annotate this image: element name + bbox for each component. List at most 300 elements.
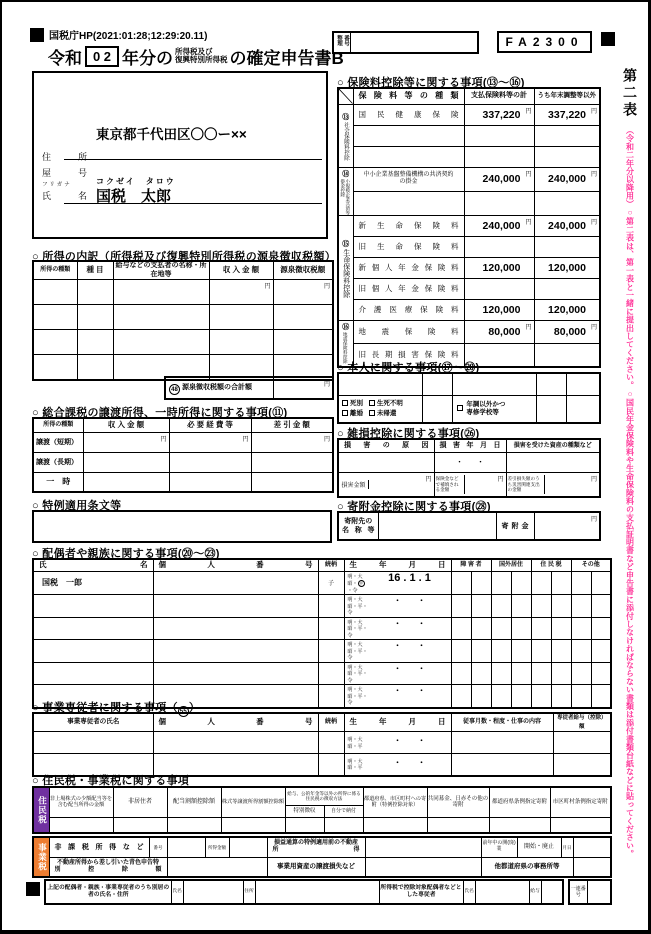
sheet-label: 第二表 [622, 68, 638, 119]
empty-cell [464, 191, 534, 215]
empty-cell [511, 617, 531, 640]
empty-cell [167, 857, 267, 877]
donation-amount-label: 寄附金 [496, 512, 534, 540]
col-income-type: 所得の種類 [33, 261, 77, 280]
yen-mark: 円 [497, 476, 504, 483]
insurance-other-cell: 120,000 [534, 299, 600, 320]
insurance-compensation-cell [434, 472, 506, 497]
empty-cell [318, 617, 344, 640]
title-year-box: 0 2 [85, 46, 119, 67]
empty-cell [153, 617, 318, 640]
donation-payee-field [378, 512, 496, 540]
col-payer: 給与などの支払者の名称・所在地等 [113, 261, 209, 280]
resident-business-tax-title: ○ 住民税・事業税に関する事項 [32, 775, 190, 787]
yen-mark: 円 [590, 517, 597, 523]
yen-mark: 円 [525, 219, 532, 226]
insurance-type-cell: 新個人年金保険料 [353, 257, 464, 278]
empty-cell [285, 817, 324, 833]
empty-cell [451, 640, 471, 663]
empty-cell [83, 472, 169, 492]
empty-cell [471, 640, 491, 663]
empty-cell [591, 662, 611, 685]
empty-cell [33, 280, 77, 305]
col-collection-method: 給与、公的年金等以外の所得に係る住民税の徴収方法 [285, 787, 363, 805]
yen-mark: 円 [590, 219, 597, 226]
empty-cell [209, 330, 273, 355]
registration-mark-top-left [30, 28, 44, 42]
col-employee-number: 個 人 番 号 [153, 713, 318, 732]
reference-number-field [350, 33, 477, 52]
empty-cell [167, 817, 221, 833]
side-note: （令和二年分以降用）○第二表は、第一表と一緒に提出してください。○国民年金保険料や生命保険料の支払証明書など申告書に添付しなければならない書類は添付書類台紙などに貼ってください。 [625, 126, 635, 858]
empty-cell [167, 837, 205, 857]
kana-label: フリガナ [42, 182, 72, 188]
empty-cell [551, 617, 571, 640]
empty-cell [451, 754, 553, 776]
birth-date-value: 16 . 1 . 1 [388, 571, 431, 584]
empty-cell [427, 817, 489, 833]
col-employee-name: 事業専従者の氏名 [33, 713, 153, 732]
col-non-resident: 非居住者 [113, 787, 167, 817]
empty-cell [113, 280, 209, 305]
era-marks: 明・大 昭・平・令 [347, 597, 368, 616]
empty-cell [209, 280, 273, 305]
empty-cell [251, 432, 333, 452]
empty-cell [475, 880, 529, 904]
empty-cell [229, 837, 267, 857]
reference-number-box [332, 31, 479, 54]
disaster-expense-label: 差引損失額のうち災害関連支出の金額 [507, 475, 545, 494]
empty-cell [531, 662, 551, 685]
empty-cell [531, 595, 551, 618]
yen-mark: 円 [590, 108, 597, 115]
empty-cell [49, 817, 113, 833]
number-label: 番号 [149, 837, 167, 857]
empty-cell [464, 236, 534, 257]
col-insurance-type: 保険料等の種類 [353, 88, 464, 104]
yen-mark: 円 [323, 284, 330, 290]
col-muni-ordinance-donation: 市区町村条例指定寄附 [550, 787, 611, 817]
yen-mark: 円 [323, 382, 330, 388]
empty-cell [551, 595, 571, 618]
col-family-relation: 続柄 [318, 559, 344, 571]
empty-cell [534, 191, 600, 215]
insurance-other-cell: 240,000 円 [534, 167, 600, 191]
col-family-name: 氏 名 [33, 559, 153, 571]
col-family-birth: 生 年 月 日 [344, 559, 451, 571]
business-tax-label: 事業税 [33, 837, 49, 877]
col-loss-asset: 損害を受けた資産の種類など [506, 439, 600, 452]
col-special-collection: 特別徴収 [285, 805, 324, 817]
empty-cell [33, 662, 153, 685]
empty-cell [33, 732, 153, 754]
family-title: ○ 配偶者や親族に関する事項(⑳～㉓) [32, 548, 220, 560]
empty-cell [534, 125, 600, 146]
col-dividend-credit: 配当割額控除額 [167, 787, 221, 817]
empty-cell [591, 617, 611, 640]
casualty-table [337, 438, 601, 498]
empty-cell [550, 817, 611, 833]
employee-birth-cell: 明・大 昭・平 ・ ・ [344, 732, 451, 754]
empty-cell [471, 662, 491, 685]
group-life-insurance: ⑮ 生命保険料控除 [338, 215, 353, 320]
empty-cell [571, 595, 591, 618]
empty-cell [511, 685, 531, 708]
empty-cell [273, 280, 333, 305]
empty-cell [571, 571, 591, 595]
name-value: 国税 太郎 [96, 188, 172, 205]
empty-cell [353, 125, 464, 146]
reference-number-label: 整理番号 [336, 35, 349, 46]
insurance-table [337, 87, 601, 368]
empty-cell [113, 305, 209, 330]
empty-cell [83, 452, 169, 472]
donation-payee-label: 寄附先の名称等 [338, 512, 378, 540]
start-stop-label: 開始・廃止 [517, 837, 561, 857]
name-label: 氏 名 [42, 191, 97, 201]
era-marks: 明・大 昭・平 [347, 737, 363, 750]
title-tax-kind [175, 48, 228, 64]
col-gain-income: 収 入 金 額 [83, 418, 169, 432]
empty-cell [365, 857, 481, 877]
empty-cell [33, 305, 77, 330]
empty-cell [551, 662, 571, 685]
empty-cell [571, 685, 591, 708]
empty-cell [422, 373, 452, 395]
special-provision-title: ○ 特例適用条文等 [32, 500, 122, 512]
era-marks: 明・大 昭・平・令 [347, 687, 368, 706]
address-label: 住 所 [42, 152, 97, 162]
name2-mini-label: 氏名 [463, 880, 475, 904]
col-gain-expense: 必 要 経 費 等 [169, 418, 251, 432]
withholding-total-field [273, 377, 333, 399]
col-pref-ordinance-donation: 都道府県条例指定寄附 [489, 787, 550, 817]
empty-cell [551, 640, 571, 663]
corner-diagonal [338, 88, 353, 104]
insurance-paid-cell: 337,220 円 [464, 104, 534, 125]
empty-cell [534, 146, 600, 167]
side-margin [614, 68, 646, 916]
form-title [48, 44, 344, 68]
family-birth-cell [344, 571, 451, 595]
serial-number-field [587, 880, 611, 904]
empty-cell [353, 191, 464, 215]
empty-cell [591, 640, 611, 663]
empty-cell [571, 617, 591, 640]
insurance-title: ○ 保険料控除等に関する事項(⑬～⑯) [337, 77, 525, 89]
empty-cell [464, 125, 534, 146]
registration-mark-top-right [601, 32, 615, 46]
empty-cell [511, 595, 531, 618]
employee-table [32, 712, 612, 777]
widow-checkboxes: 死別 生死不明 離婚 未帰還 [338, 395, 422, 423]
empty-cell [541, 880, 563, 904]
col-employee-relation: 続柄 [318, 713, 344, 732]
empty-cell [77, 355, 113, 380]
empty-cell [491, 662, 511, 685]
empty-cell [491, 640, 511, 663]
empty-cell [338, 373, 422, 395]
empty-cell [531, 685, 551, 708]
col-employee-work: 従事月数・程度・仕事の内容 [451, 713, 553, 732]
withholding-total-label: 48 源泉徴収税額の合計額 [165, 377, 273, 399]
col-gain-net: 差 引 金 額 [251, 418, 333, 432]
empty-cell [273, 330, 333, 355]
empty-cell [169, 452, 251, 472]
empty-cell [318, 685, 344, 708]
insurance-paid-cell: 240,000 円 [464, 167, 534, 191]
blue-return-deduction-label: 不動産所得から差し引いた青色申告特別控除額 [49, 857, 167, 877]
empty-cell [169, 432, 251, 452]
capital-gains-table [32, 417, 334, 493]
empty-cell [77, 330, 113, 355]
registration-mark-bottom-left [26, 882, 40, 896]
family-table [32, 558, 612, 709]
empty-cell [571, 662, 591, 685]
empty-cell [153, 595, 318, 618]
col-withheld: 源泉徴収税額 [273, 261, 333, 280]
loss-amount-cell [338, 472, 434, 497]
col-loss-date: 損害年月日 [434, 439, 506, 452]
insurance-paid-cell: 240,000 円 [464, 215, 534, 236]
empty-cell [169, 472, 251, 492]
empty-cell [33, 595, 153, 618]
insurance-other-cell: 337,220 円 [534, 104, 600, 125]
insurance-type-cell: 地震保険料 [353, 320, 464, 343]
empty-cell [566, 373, 600, 395]
empty-cell [451, 571, 471, 595]
era-marks: 明・大 昭・平・令 [347, 664, 368, 684]
salary-mini-label: 給与 [529, 880, 541, 904]
empty-cell [363, 817, 427, 833]
address-underline [64, 159, 322, 160]
capital-gains-title: ○ 総合課税の譲渡所得、一時所得に関する事項(⑪) [32, 407, 288, 419]
col-employee-salary: 専従者給与（控除）額 [553, 713, 611, 732]
empty-cell [365, 837, 481, 857]
empty-cell [511, 640, 531, 663]
identity-box [32, 71, 328, 239]
col-loss-cause: 損害の原因 [338, 439, 434, 452]
empty-cell [353, 146, 464, 167]
empty-cell [573, 837, 611, 857]
checkbox-working-student[interactable] [457, 405, 463, 411]
col-insurance-paid: 支払保険料等の計 [464, 88, 534, 104]
col-self-payment: 自分で納付 [324, 805, 363, 817]
non-taxable-income-label: 非課税所得など [49, 837, 149, 857]
employee-birth-cell: 明・大 昭・平 ・ ・ [344, 754, 451, 776]
empty-cell [451, 685, 471, 708]
group-earthquake-insurance: ⑯ 地震保険料控除 [338, 320, 353, 367]
empty-cell [511, 662, 531, 685]
empty-cell [471, 617, 491, 640]
yen-mark: 円 [264, 284, 271, 290]
resident-tax-table [32, 786, 612, 834]
empty-cell [422, 395, 452, 423]
serial-number-label: 一連番号 [569, 880, 587, 904]
col-gain-type: 所得の種類 [33, 418, 83, 432]
row-label-transfer-long: 譲渡（長期） [33, 452, 83, 472]
title-suffix: の確定申告書B [229, 48, 344, 68]
income-amount-label: 所得金額 [205, 837, 229, 857]
yen-mark: 円 [590, 171, 597, 178]
withholding-total [164, 376, 334, 400]
empty-cell [553, 732, 611, 754]
empty-cell [318, 640, 344, 663]
empty-cell [471, 571, 491, 595]
empty-cell [33, 355, 77, 380]
open-close-label: 前年中の開(廃)業 [481, 837, 517, 857]
serial-number-box [568, 879, 612, 905]
era-marks: 明・大 昭・平・令 [347, 619, 368, 639]
empty-cell [255, 880, 379, 904]
yen-mark: 円 [590, 476, 597, 483]
empty-cell [531, 640, 551, 663]
empty-cell [534, 343, 600, 366]
family-birth-cell: 明・大 昭・平・令 ・ ・ [344, 640, 451, 663]
resident-tax-label: 住民税 [33, 787, 49, 833]
empty-cell [318, 662, 344, 685]
address-mini-label: 住所 [243, 880, 255, 904]
yen-mark: 円 [242, 436, 249, 443]
yen-mark: 円 [590, 324, 597, 331]
row-label-transfer-short: 譲渡（短期） [33, 432, 83, 452]
empty-cell [318, 595, 344, 618]
empty-cell [113, 817, 167, 833]
item-number-55: 55 [178, 706, 189, 717]
donation-table [337, 511, 601, 541]
employee-title: ○ 事業専従者に関する事項（ 55 ） [32, 702, 201, 715]
empty-cell [464, 146, 534, 167]
empty-cell [33, 330, 77, 355]
yen-mark: 円 [425, 476, 432, 483]
checkbox-bereaved[interactable] [342, 400, 348, 406]
empty-cell [251, 452, 333, 472]
insurance-type-cell: 旧個人年金保険料 [353, 278, 464, 299]
empty-cell [153, 662, 318, 685]
empty-cell [491, 617, 511, 640]
empty-cell [591, 571, 611, 595]
empty-cell [491, 685, 511, 708]
donation-amount-field [534, 512, 600, 540]
empty-cell [489, 817, 550, 833]
empty-cell [318, 732, 344, 754]
col-community-chest: 共同募金、日赤その他の寄附 [427, 787, 489, 817]
business-tax-table [32, 836, 612, 878]
name-underline [64, 203, 322, 204]
special-provision-field [32, 510, 332, 543]
empty-cell [33, 640, 153, 663]
insurance-other-cell: 80,000 円 [534, 320, 600, 343]
row-label-occasional: 一 時 [33, 472, 83, 492]
insurance-other-cell: 240,000 円 [534, 215, 600, 236]
empty-cell [318, 754, 344, 776]
col-stock-transfer-credit: 株式等譲渡所得割額控除額 [221, 787, 285, 817]
empty-cell [273, 305, 333, 330]
spouse-employee-label: 所得税で控除対象配偶者などとした専従者 [379, 880, 463, 904]
empty-cell [531, 617, 551, 640]
empty-cell [553, 754, 611, 776]
insurance-paid-cell: 120,000 [464, 299, 534, 320]
income-breakdown-table [32, 260, 334, 381]
col-family-disability: 障 害 者 [451, 559, 491, 571]
col-family-number: 個 人 番 号 [153, 559, 318, 571]
col-family-resident-tax: 住 民 税 [531, 559, 571, 571]
diagonal-line-icon [339, 89, 353, 104]
col-family-overseas: 国外居住 [491, 559, 531, 571]
empty-cell [491, 571, 511, 595]
empty-cell [451, 617, 471, 640]
empty-cell [153, 640, 318, 663]
empty-cell [451, 732, 553, 754]
group-social-insurance: ⑬ 社会保険料控除 [338, 104, 353, 167]
empty-cell [573, 857, 611, 877]
empty-cell [153, 732, 318, 754]
empty-cell [551, 685, 571, 708]
era-marks: 明・大 昭・平 [347, 758, 363, 772]
yen-mark: 円 [323, 436, 330, 443]
family-birth-cell: 明・大 昭・平・令 ・ ・ [344, 662, 451, 685]
empty-cell [471, 685, 491, 708]
pre-aggregation-realestate-label: 損益通算の特例適用前の不動産所得 [267, 837, 365, 857]
empty-cell [221, 817, 285, 833]
family-relation-cell: 子 [318, 571, 344, 595]
footer-strip [44, 879, 564, 905]
group-small-business-mutual: ⑭ 小規模企業共済等掛金控除 [338, 167, 353, 215]
insurance-paid-cell: 80,000 円 [464, 320, 534, 343]
checkbox-divorced[interactable] [342, 410, 348, 416]
insurance-type-cell: 旧生命保険料 [353, 236, 464, 257]
col-item: 種 目 [77, 261, 113, 280]
source-note: 国税庁HP(2021:01:28;12:29:20.11) [49, 31, 208, 42]
empty-cell [551, 571, 571, 595]
family-birth-cell: 明・大 昭・平・令 ・ ・ [344, 595, 451, 618]
loss-date-field: ・ ・ [434, 452, 506, 472]
empty-cell [451, 662, 471, 685]
empty-cell [534, 236, 600, 257]
working-student-checkbox: 年調以外かつ 専修学校等 [452, 395, 536, 423]
separated-persons-label: 上記の配偶者・親族・事業専従者のうち別居の者の氏名・住所 [45, 880, 171, 904]
era-marks: 明・大 昭・平・令 [347, 642, 368, 661]
insurance-type-cell: 介護医療保険料 [353, 299, 464, 320]
item-number-48: 48 [169, 384, 180, 395]
personal-title: ○ 本人に関する事項(⑰～⑳) [337, 362, 480, 374]
empty-cell [471, 595, 491, 618]
empty-cell [536, 395, 566, 423]
empty-cell [566, 395, 600, 423]
title-era: 令和 [48, 48, 82, 68]
empty-cell [506, 452, 600, 472]
empty-cell [338, 452, 434, 472]
insurance-type-cell: 新生命保険料 [353, 215, 464, 236]
checkbox-unknown[interactable] [369, 400, 375, 406]
title-mid: 年分の [122, 48, 173, 68]
personal-table [337, 372, 601, 424]
loss-amount-label: 損害金額 [339, 480, 369, 489]
trade-name-label: 屋 号 [42, 168, 97, 178]
month-day-label: 月日 [561, 837, 573, 857]
family-name-cell: 国税 一郎 [33, 571, 153, 595]
empty-cell [33, 617, 153, 640]
insurance-type-cell: 旧長期損害保険料 [353, 343, 464, 366]
checkbox-not-returned[interactable] [369, 410, 375, 416]
empty-cell [511, 571, 531, 595]
donation-title: ○ 寄附金控除に関する事項(㉘) [337, 501, 491, 513]
yen-mark: 円 [525, 108, 532, 115]
title-tax-bottom: 復興特別所得税 [175, 55, 228, 64]
title-tax-top: 所得税及び [175, 47, 213, 56]
col-amount: 収 入 金 額 [209, 261, 273, 280]
empty-cell [591, 685, 611, 708]
